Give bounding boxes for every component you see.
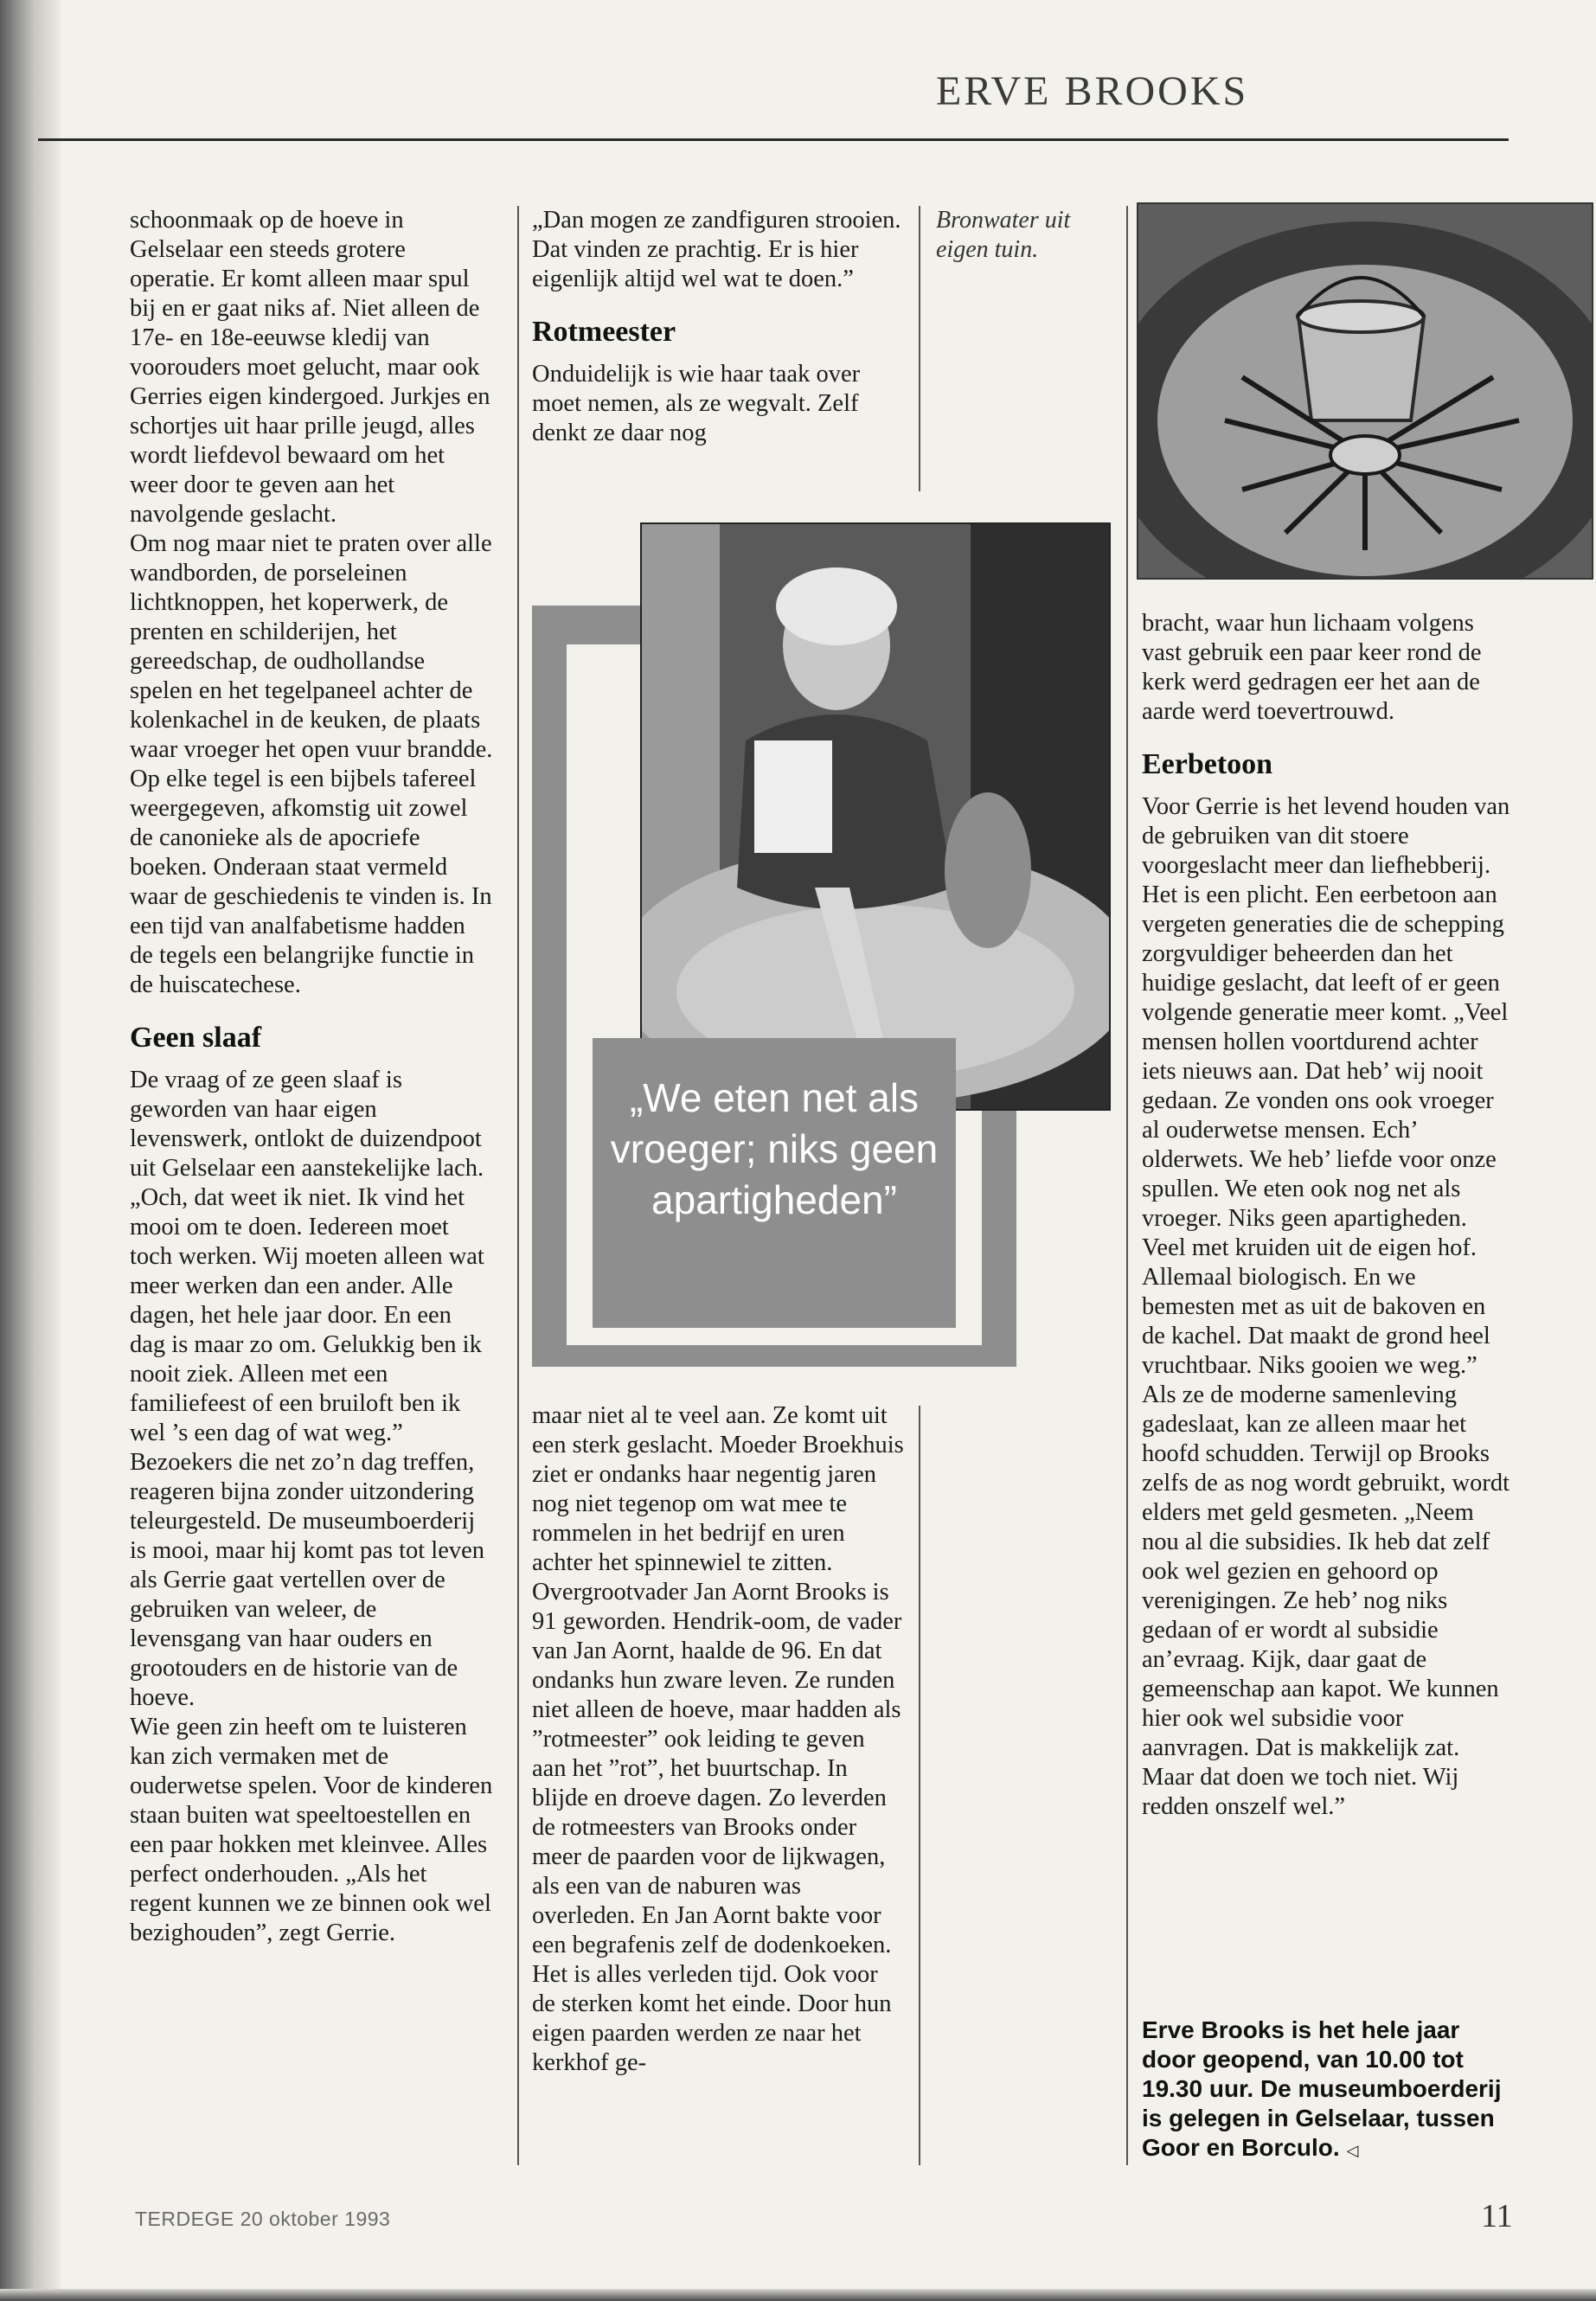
header-rule — [38, 138, 1509, 141]
paragraph: Onduidelijk is wie haar taak over moet nemen, als ze wegvalt. Zelf denkt ze daar nog — [532, 361, 861, 446]
paragraph: schoonmaak op de hoeve in Gelselaar een steeds grotere operatie. Er komt alleen maar spul bij en er gaat niks af. Niet alleen de 17e- en 18e-eeuwse kledij van voorouders moet gelucht, maar ook Gerries eigen kindergoed. Jurkjes en schortjes uit haar prille jeugd, alles wordt liefdevol bewaard om het weer door te geven aan het navolgende geslacht. — [130, 207, 490, 528]
running-title: ERVE BROOKS — [936, 68, 1249, 114]
section-heading-rotmeester: Rotmeester — [532, 316, 676, 348]
column-rule — [919, 1406, 920, 2165]
paragraph: Bezoekers die net zo’n dag treffen, reageren bijna zonder uitzondering teleurgesteld. De museumboerderij is mooi, maar hij komt pas tot leven als Gerrie gaat vertellen over de gebruiken van weleer, de levensgang van haar ouders en grootouders en de historie van de hoeve. — [130, 1449, 485, 1711]
publication-footer: TERDEGE 20 oktober 1993 — [135, 2208, 391, 2230]
page-bottom-edge — [0, 2289, 1596, 2301]
visitor-info-text: Erve Brooks is het hele jaar door geopend, van 10.00 tot 19.30 uur. De museumboerderij is gelegen in Gelselaar, tussen Goor en Borculo. — [1142, 2016, 1502, 2161]
paragraph: Het is alles verleden tijd. Ook voor de sterken komt het einde. Door hun eigen paarden werden ze naar het kerkhof ge- — [532, 1961, 892, 2076]
paragraph: De vraag of ze geen slaaf is geworden van haar eigen levenswerk, ontlokt de duizendpoot uit Gelselaar een aanstekelijke lach. „Och, dat weet ik niet. Ik vind het mooi om te doen. Iedereen moet toch werken. Wij moeten alleen wat meer werken dan een ander. Alle dagen, het hele jaar door. En een dag is maar zo om. Gelukkig ben ik nooit ziek. Alleen met een familiefeest of een bruiloft ben ik wel ’s een dag of wat weg.” — [130, 1067, 484, 1446]
article-column-2-bottom — [532, 1401, 904, 2078]
pull-quote: „We eten net als vroeger; niks geen apartigheden” — [610, 1075, 939, 1222]
paragraph: bracht, waar hun lichaam volgens vast gebruik een paar keer rond de kerk werd gedragen eer het aan de aarde werd toevertrouwd. — [1142, 610, 1482, 725]
column-rule — [517, 206, 519, 2165]
column-rule — [919, 206, 920, 491]
portrait-photo-illustration — [642, 524, 1109, 1109]
paragraph: Om nog maar niet te praten over alle wandborden, de porseleinen lichtknoppen, het koperwerk, de prenten en schilderijen, het gereedschap, de oudhollandse spelen en het tegelpaneel achter de kolenkachel in de keuken, de plaats waar vroeger het open vuur brandde. Op elke tegel is een bijbels tafereel weergegeven, afkomstig uit zowel de canonieke als de apocriefe boeken. Onderaan staat vermeld waar de geschiedenis te vinden is. In een tijd van analfabetisme hadden de tegels een belangrijke functie in de huiscatechese. — [130, 530, 493, 998]
article-column-2-top — [532, 206, 904, 448]
article-column-1 — [130, 206, 493, 1948]
well-photo — [1137, 202, 1593, 580]
page-number: 11 — [1481, 2198, 1513, 2234]
well-bucket-illustration — [1138, 204, 1592, 578]
photo-caption: Bronwater uit eigen tuin. — [936, 207, 1071, 263]
portrait-photo — [640, 522, 1111, 1111]
article-column-3 — [1142, 609, 1514, 1822]
paragraph: Voor Gerrie is het levend houden van de gebruiken van dit stoere voorgeslacht meer dan liefhebberij. Het is een plicht. Een eerbetoon aan vergeten generaties die de schepping zorgvuldiger beheerden dan het huidige geslacht, dat leeft of er geen volgende generatie meer komt. „Veel mensen hollen voortdurend achter iets nieuws aan. Dat heb’ wij nooit gedaan. Ze vonden ons ook vroeger al ouderwetse mensen. Ech’ olderwets. We heb’ liefde voor onze spullen. We eten ook nog net als vroeger. Niks geen apartigheden. Veel met kruiden uit de eigen hof. Allemaal biologisch. En we bemesten met as uit de bakoven en de kachel. Dat maakt de grond heel vruchtbaar. Niks gooien we weg.” — [1142, 793, 1510, 1379]
section-heading-geen-slaaf: Geen slaaf — [130, 1022, 262, 1054]
paragraph: maar niet al te veel aan. Ze komt uit een sterk geslacht. Moeder Broekhuis ziet er ondanks haar negentig jaren nog niet tegenop om wat mee te rommelen in het bedrijf en uren achter het spinnewiel te zitten. Overgrootvader Jan Aornt Brooks is 91 geworden. Hendrik-oom, de vader van Jan Aornt, haalde de 96. En dat ondanks hun zware leven. Ze runden niet alleen de hoeve, maar hadden als ”rotmeester” ook leiding te geven aan het ”rot”, het buurtschap. In blijde en droeve dagen. Zo leverden de rotmeesters van Brooks onder meer de paarden voor de lijkwagen, als een van de naburen was overleden. En Jan Aornt bakte voor een begrafenis zelf de dodenkoeken. — [532, 1402, 904, 1958]
paragraph: Wie geen zin heeft om te luisteren kan zich vermaken met de ouderwetse spelen. Voor de kinderen staan buiten wat speeltoestellen en een paar hokken met kleinvee. Alles perfect onderhouden. „Als het regent kunnen we ze binnen ook wel bezighouden”, zegt Gerrie. — [130, 1714, 493, 1946]
column-rule — [1126, 206, 1128, 2165]
visitor-info — [1142, 2016, 1514, 2165]
paragraph: „Dan mogen ze zandfiguren strooien. Dat vinden ze prachtig. Er is hier eigenlijk altijd wel wat te doen.” — [532, 207, 901, 292]
end-mark-icon: ◁ — [1346, 2142, 1359, 2159]
paragraph: Als ze de moderne samenleving gadeslaat, kan ze alleen maar het hoofd schudden. Terwijl op Brooks zelfs de as nog wordt gebruikt, wordt elders met geld gesmeten. „Neem nou al die subsidies. Ik heb dat zelf ook wel gezien en gehoord op verenigingen. Ze heb’ nog niks gedaan of er wordt al subsidie an’evraag. Kijk, daar gaat de gemeenschap aan kapot. We kunnen hier ook wel subsidie voor aanvragen. Dat is makkelijk zat. Maar dat doen we toch niet. Wij redden onszelf wel.” — [1142, 1381, 1510, 1820]
section-heading-eerbetoon: Eerbetoon — [1142, 748, 1273, 780]
page-binding-shadow — [0, 0, 61, 2301]
